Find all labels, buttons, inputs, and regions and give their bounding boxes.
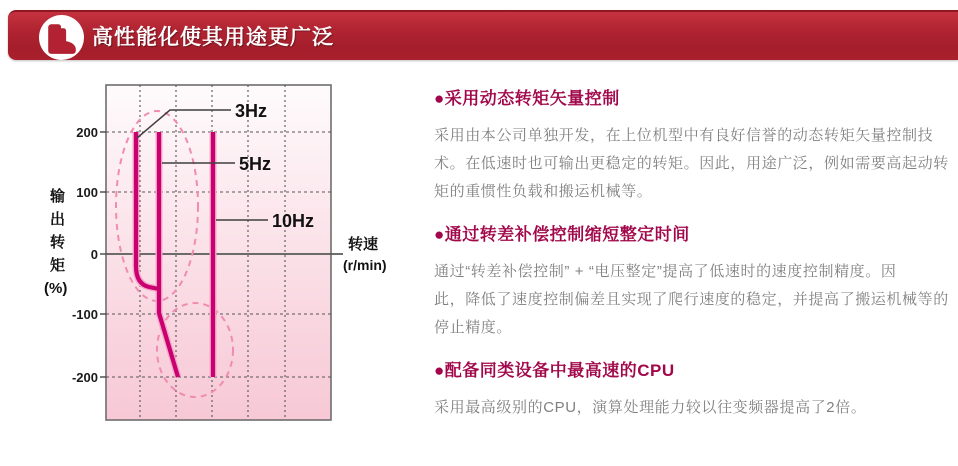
svg-text:200: 200 [76, 125, 98, 140]
y-axis-label-char: 输 [50, 188, 66, 205]
feature-section-fastest-cpu [434, 360, 954, 422]
svg-text:0: 0 [90, 247, 98, 262]
feature-body: 通过“转差补偿控制” + “电压整定”提高了低速时的速度控制精度。因 此，降低了速度控制偏差且实现了爬行速度的稳定，并提高了搬运机械等的 停止精度。 [434, 263, 949, 336]
y-axis-label-char: 矩 [50, 257, 66, 274]
feature-heading: ●采用动态转矩矢量控制 [434, 89, 620, 108]
performance-badge-icon [39, 15, 84, 60]
feature-list [434, 88, 954, 422]
label-10hz: 10Hz [272, 211, 315, 231]
y-tick-labels [72, 125, 98, 385]
x-axis-label-line1: 转速 [348, 236, 379, 253]
torque-speed-chart [30, 75, 420, 455]
page-title: 高性能化使其用途更广泛 [92, 26, 334, 49]
y-axis-label-char: 出 [50, 211, 66, 228]
y-axis-ticks [100, 132, 106, 377]
torque-speed-chart-svg [30, 75, 420, 455]
feature-body: 采用最高级别的CPU，演算处理能力较以往变频器提高了2倍。 [434, 399, 867, 416]
label-3hz: 3Hz [235, 101, 268, 121]
svg-text:100: 100 [76, 185, 98, 200]
feature-section-torque-vector-control [434, 88, 954, 206]
x-axis-label-line2: (r/min) [343, 257, 387, 273]
svg-text:-200: -200 [71, 370, 98, 385]
label-5hz: 5Hz [239, 154, 272, 174]
y-axis-label-stack [44, 187, 67, 297]
feature-body: 采用由本公司单独开发，在上位机型中有良好信誉的动态转矩矢量控制技 术。在低速时也可输出更稳定的转矩。因此，用途广泛，例如需要高起动转 矩的重惯性负载和搬运机械等。 [434, 127, 949, 200]
y-axis-label-char: 转 [50, 234, 66, 251]
feature-section-slip-compensation [434, 224, 954, 342]
feature-heading: ●通过转差补偿控制缩短整定时间 [434, 225, 690, 244]
feature-heading: ●配备同类设备中最高速的CPU [434, 361, 675, 380]
svg-text:-100: -100 [71, 307, 98, 322]
section-header-banner [8, 10, 958, 60]
y-axis-label-char: (%) [44, 280, 68, 297]
header-badge [39, 15, 84, 60]
